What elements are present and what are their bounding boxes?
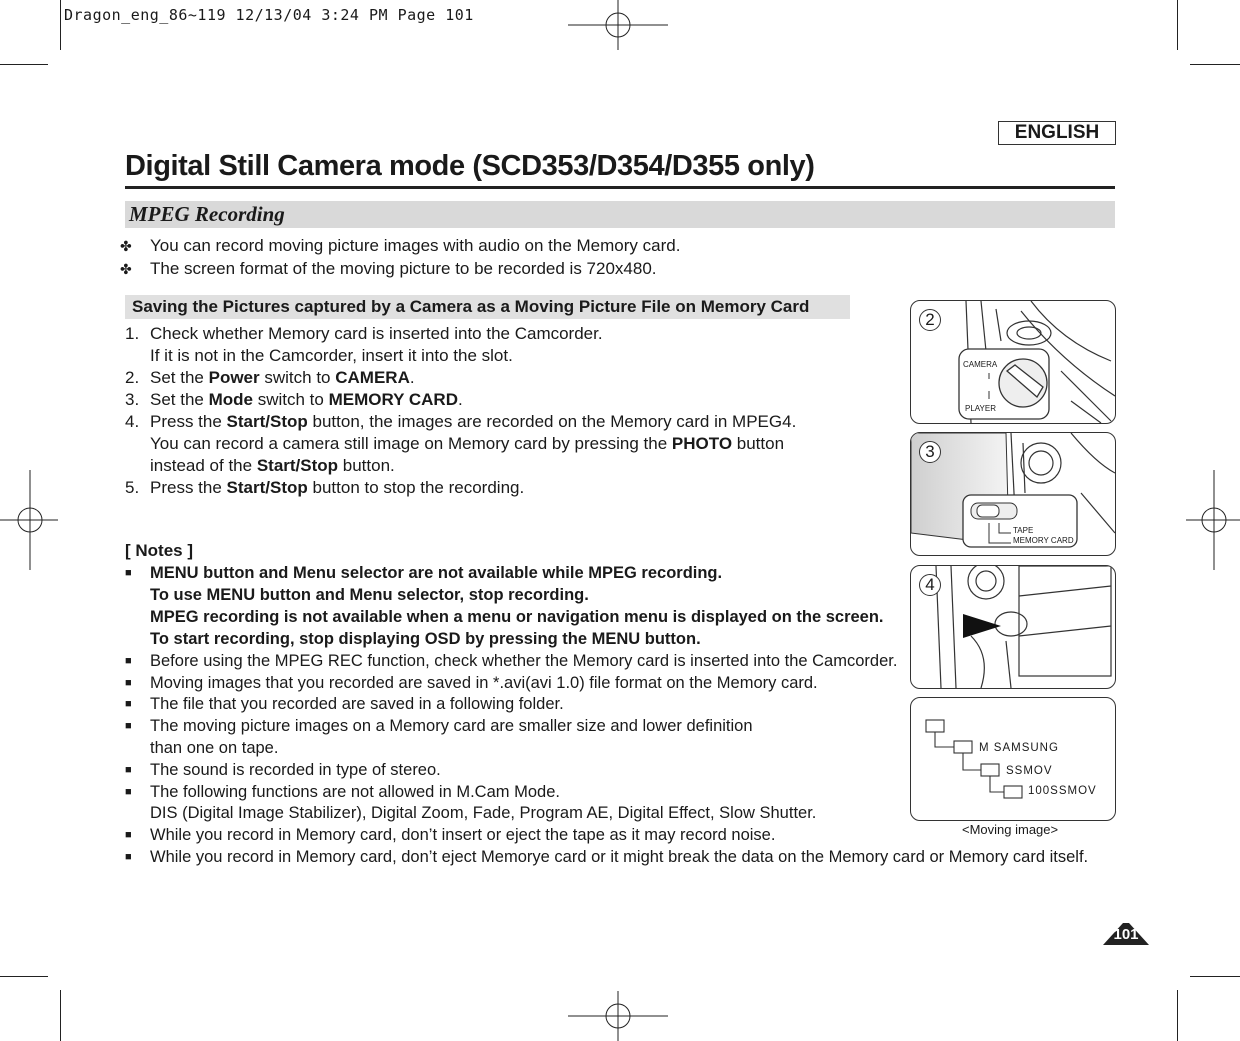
square-bullet-icon: ■ [125,764,132,776]
note-item-continued: than one on tape. [150,739,279,757]
square-bullet-icon: ■ [125,829,132,841]
subsection-title: Saving the Pictures captured by a Camera as a Moving Picture File on Memory Card [132,297,810,316]
figure-mode-switch [910,432,1116,556]
page-number: 101 [1113,926,1139,943]
step-3: 3. Set the Mode switch to MEMORY CARD. [125,390,463,409]
title-divider [125,186,1115,189]
step-1: 1. Check whether Memory card is inserted into the Camcorder. [125,324,603,343]
notes-title: [ Notes ] [125,541,193,560]
intro-item: ✤ The screen format of the moving picture to be recorded is 720x480. [120,259,657,278]
step-badge: 4 [919,574,941,596]
note-item: ■ While you record in Memory card, don’t insert or eject the tape as it may record noise. [125,826,776,844]
cross-icon: ✤ [120,261,132,277]
language-badge: ENGLISH [998,121,1116,145]
note-item: ■ The sound is recorded in type of stereo. [125,761,441,779]
note-item-continued: To start recording, stop displaying OSD by pressing the MENU button. [150,630,701,648]
figure-power-switch [910,300,1116,424]
figure-caption: <Moving image> [962,822,1059,837]
section-title: MPEG Recording [129,202,285,226]
note-item: ■ The moving picture images on a Memory card are smaller size and lower definition [125,717,753,735]
folder-label: 100SSMOV [1028,785,1097,797]
step-4: 4. Press the Start/Stop button, the images are recorded on the Memory card in MPEG4. [125,412,797,431]
step-4-continued: You can record a camera still image on Memory card by pressing the PHOTO button [150,434,785,453]
note-item: ■ The following functions are not allowed in M.Cam Mode. [125,783,560,801]
square-bullet-icon: ■ [125,677,132,689]
step-4-continued: instead of the Start/Stop button. [150,456,395,475]
camera-label: CAMERA [963,360,998,369]
square-bullet-icon: ■ [125,720,132,732]
step-1-continued: If it is not in the Camcorder, insert it into the slot. [150,346,513,365]
step-badge: 3 [919,441,941,463]
step-5: 5. Press the Start/Stop button to stop the recording. [125,478,525,497]
square-bullet-icon: ■ [125,786,132,798]
note-item-continued: DIS (Digital Image Stabilizer), Digital Zoom, Fade, Program AE, Digital Effect, Slow Shutter. [150,804,817,822]
step-2: 2. Set the Power switch to CAMERA. [125,368,415,387]
cross-icon: ✤ [120,238,132,254]
step-badge: 2 [919,309,941,331]
player-label: PLAYER [965,404,996,413]
memory-card-label: MEMORY CARD [1013,536,1074,545]
page-title: Digital Still Camera mode (SCD353/D354/D355 only) [125,150,815,182]
square-bullet-icon: ■ [125,698,132,710]
note-item: ■ Before using the MPEG REC function, check whether the Memory card is inserted into the Camcorder. [125,652,898,670]
figure-start-stop [910,565,1116,689]
note-item-continued: To use MENU button and Menu selector, stop recording. [150,586,589,604]
note-item: ■ The file that you recorded are saved in a following folder. [125,695,564,713]
note-item: ■ While you record in Memory card, don’t eject Memorye card or it might break the data on the Memory card or Memory card itself. [125,848,1089,866]
note-item-continued: MPEG recording is not available when a menu or navigation menu is displayed on the screen. [150,608,884,626]
folder-label: M SAMSUNG [979,742,1059,754]
print-header: Dragon_eng_86~119 12/13/04 3:24 PM Page 101 [64,6,474,24]
folder-tree-figure [910,697,1116,821]
folder-tree-diagram [911,698,1115,820]
folder-label: SSMOV [1006,765,1053,777]
square-bullet-icon: ■ [125,655,132,667]
intro-item: ✤ You can record moving picture images with audio on the Memory card. [120,236,681,255]
camcorder-illustration [911,301,1115,423]
note-item: ■ MENU button and Menu selector are not available while MPEG recording. [125,564,723,582]
square-bullet-icon: ■ [125,567,132,579]
square-bullet-icon: ■ [125,851,132,863]
camcorder-illustration [911,566,1115,688]
note-item: ■ Moving images that you recorded are saved in *.avi(avi 1.0) file format on the Memory card. [125,674,818,692]
tape-label: TAPE [1013,526,1034,535]
